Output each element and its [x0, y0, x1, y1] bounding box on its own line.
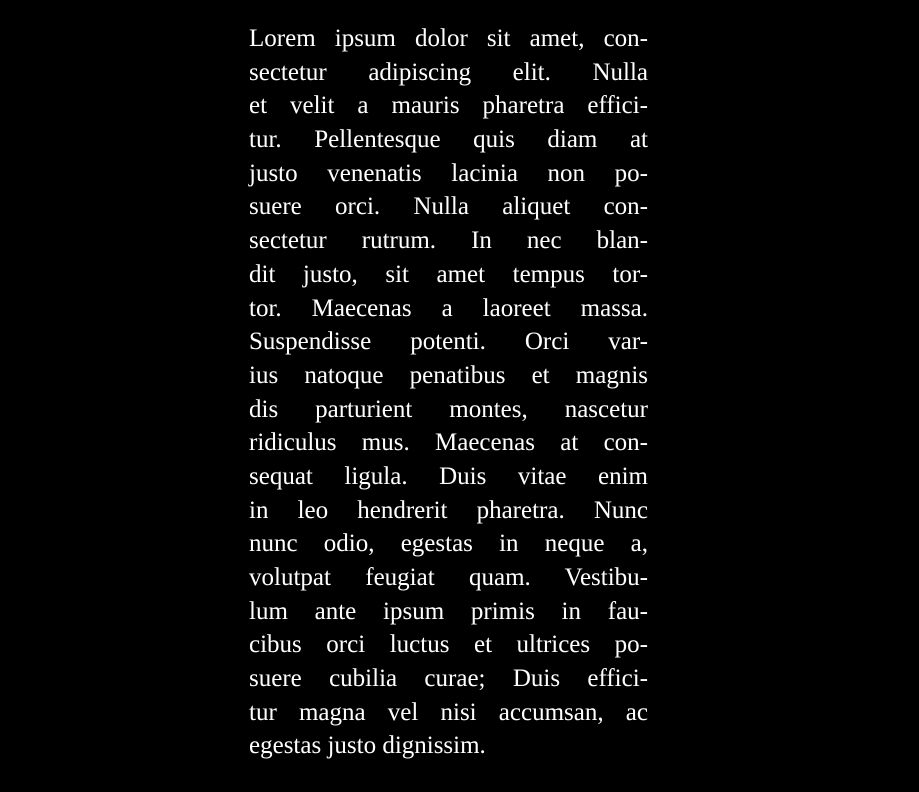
paragraph-line: sectetur rutrum. In nec blan- [249, 227, 648, 255]
paragraph-line: tor. Maecenas a laoreet massa. [249, 294, 648, 322]
paragraph-line: suere orci. Nulla aliquet con- [249, 193, 648, 221]
paragraph-line: sequat ligula. Duis vitae enim [249, 462, 648, 490]
paragraph-line: ridiculus mus. Maecenas at con- [249, 429, 648, 457]
paragraph-line: nunc odio, egestas in neque a, [249, 530, 648, 558]
body-paragraph [249, 22, 648, 763]
paragraph-line: lum ante ipsum primis in fau- [249, 597, 648, 625]
paragraph-line: et velit a mauris pharetra effici- [249, 92, 648, 120]
paragraph-line: tur. Pellentesque quis diam at [249, 126, 648, 154]
paragraph-line: in leo hendrerit pharetra. Nunc [249, 496, 648, 524]
paragraph-line: tur magna vel nisi accumsan, ac [249, 698, 648, 726]
paragraph-line: justo venenatis lacinia non po- [249, 159, 648, 187]
paragraph-line: Lorem ipsum dolor sit amet, con- [249, 25, 648, 52]
paragraph-line: cibus orci luctus et ultrices po- [249, 631, 648, 659]
paragraph-line: sectetur adipiscing elit. Nulla [249, 58, 648, 86]
paragraph-line-last: egestas justo dignissim. [249, 732, 486, 760]
paragraph-line: dis parturient montes, nascetur [249, 395, 648, 423]
paragraph-line: dit justo, sit amet tempus tor- [249, 260, 648, 288]
paragraph-line: suere cubilia curae; Duis effici- [249, 665, 648, 693]
paragraph-line: volutpat feugiat quam. Vestibu- [249, 564, 648, 591]
paragraph-line: Suspendisse potenti. Orci var- [249, 328, 648, 356]
paragraph-line: ius natoque penatibus et magnis [249, 361, 648, 389]
